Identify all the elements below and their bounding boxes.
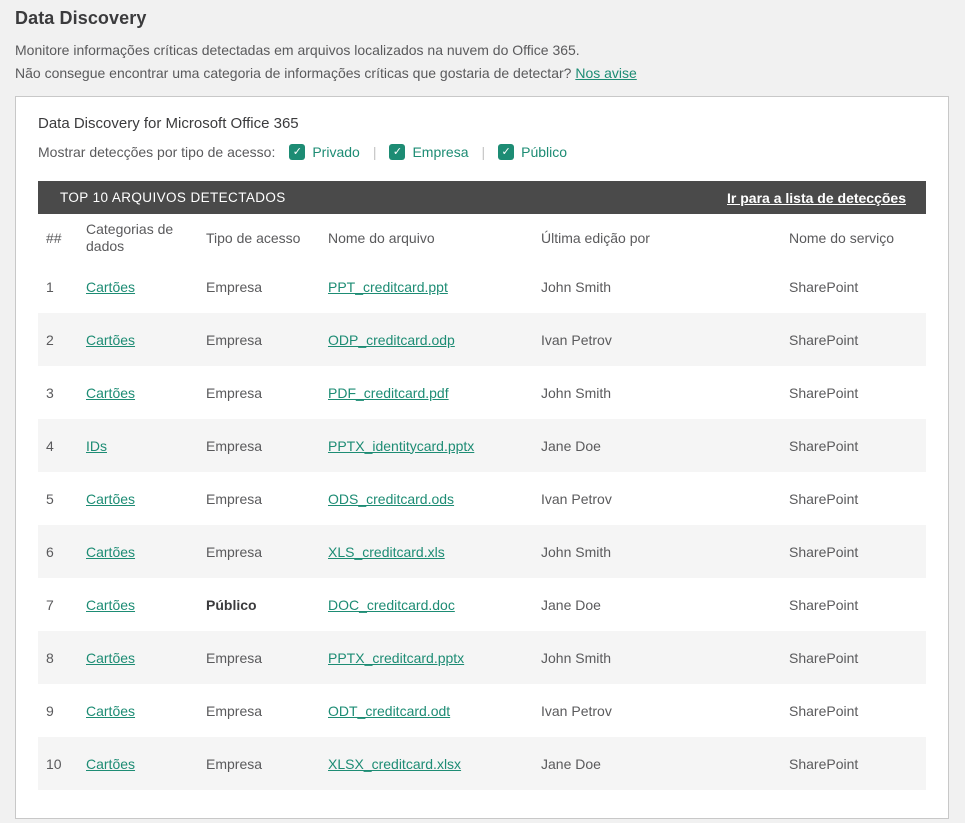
file-link[interactable]: XLS_creditcard.xls [328, 543, 445, 560]
service-name: SharePoint [789, 543, 859, 560]
table-row [38, 525, 926, 578]
table-row [38, 260, 926, 313]
last-editor: Ivan Petrov [541, 331, 612, 348]
filter-separator: | [372, 144, 377, 160]
row-number: 8 [46, 649, 54, 666]
table-row [38, 578, 926, 631]
last-editor: Ivan Petrov [541, 490, 612, 507]
category-cell [86, 631, 206, 684]
column-header-categories: Categorias de dados [86, 221, 174, 254]
access-type-filter-row [38, 144, 926, 160]
service-name: SharePoint [789, 331, 859, 348]
page-title: Data Discovery [15, 8, 147, 28]
table-row [38, 366, 926, 419]
category-cell [86, 313, 206, 366]
service-name: SharePoint [789, 490, 859, 507]
service-name: SharePoint [789, 702, 859, 719]
last-editor: Jane Doe [541, 596, 601, 613]
category-link[interactable]: Cartões [86, 596, 136, 613]
row-number: 4 [46, 437, 54, 454]
access-type: Empresa [206, 649, 263, 666]
access-type: Empresa [206, 702, 263, 719]
row-number: 7 [46, 596, 54, 613]
checkbox-checked-icon[interactable]: ✓ [389, 144, 405, 160]
row-number: 3 [46, 384, 54, 401]
access-type: Empresa [206, 755, 263, 772]
detections-list-link[interactable]: Ir para a lista de detecções [727, 189, 906, 206]
row-number: 1 [46, 278, 54, 295]
row-number: 10 [46, 755, 62, 772]
filter-privado[interactable] [289, 144, 359, 160]
service-name: SharePoint [789, 384, 859, 401]
category-cell [86, 366, 206, 419]
last-editor: John Smith [541, 278, 612, 295]
last-editor: Jane Doe [541, 437, 601, 454]
access-type: Empresa [206, 437, 263, 454]
category-cell [86, 472, 206, 525]
last-editor: John Smith [541, 384, 612, 401]
filter-separator: | [481, 144, 486, 160]
file-link[interactable]: XLSX_creditcard.xlsx [328, 755, 462, 772]
service-name: SharePoint [789, 755, 859, 772]
last-editor: Ivan Petrov [541, 702, 612, 719]
filter-label: Mostrar detecções por tipo de acesso: [38, 144, 276, 160]
row-number: 9 [46, 702, 54, 719]
category-link[interactable]: Cartões [86, 702, 136, 719]
category-link[interactable]: Cartões [86, 543, 136, 560]
service-name: SharePoint [789, 649, 859, 666]
feedback-question: Não consegue encontrar uma categoria de informações críticas que gostaria de detectar? [15, 65, 572, 81]
access-type: Empresa [206, 278, 263, 295]
filter-empresa[interactable] [389, 144, 468, 160]
access-type: Público [206, 596, 257, 613]
file-cell [328, 313, 541, 366]
category-cell [86, 578, 206, 631]
column-header-number: ## [46, 229, 62, 246]
service-name: SharePoint [789, 278, 859, 295]
notify-us-link[interactable]: Nos avise [575, 65, 637, 81]
filter-privado-label: Privado [312, 144, 360, 160]
last-editor: Jane Doe [541, 755, 601, 772]
table-row [38, 472, 926, 525]
detections-table [38, 214, 926, 790]
column-header-last-editor: Última edição por [541, 229, 650, 246]
file-link[interactable]: ODP_creditcard.odp [328, 331, 455, 348]
service-name: SharePoint [789, 437, 859, 454]
column-header-service-name: Nome do serviço [789, 229, 895, 246]
file-cell [328, 631, 541, 684]
feedback-line [15, 62, 950, 85]
access-type: Empresa [206, 384, 263, 401]
row-number: 2 [46, 331, 54, 348]
file-cell [328, 525, 541, 578]
category-link[interactable]: Cartões [86, 490, 136, 507]
category-cell [86, 737, 206, 790]
table-row [38, 684, 926, 737]
service-name: SharePoint [789, 596, 859, 613]
file-link[interactable]: ODS_creditcard.ods [328, 490, 455, 507]
column-header-file-name: Nome do arquivo [328, 229, 435, 246]
checkbox-checked-icon[interactable]: ✓ [498, 144, 514, 160]
category-cell [86, 525, 206, 578]
file-link[interactable]: PPT_creditcard.ppt [328, 278, 448, 295]
file-cell [328, 578, 541, 631]
table-row [38, 313, 926, 366]
file-cell [328, 419, 541, 472]
category-link[interactable]: Cartões [86, 331, 136, 348]
access-type: Empresa [206, 543, 263, 560]
category-cell [86, 419, 206, 472]
row-number: 5 [46, 490, 54, 507]
filter-empresa-label: Empresa [412, 144, 469, 160]
category-link[interactable]: IDs [86, 437, 107, 454]
file-link[interactable]: PDF_creditcard.pdf [328, 384, 449, 401]
access-type: Empresa [206, 331, 263, 348]
category-cell [86, 260, 206, 313]
page-description: Monitore informações críticas detectadas em arquivos localizados na nuvem do Office 365. [15, 42, 580, 58]
file-link[interactable]: PPTX_creditcard.pptx [328, 649, 465, 666]
last-editor: John Smith [541, 543, 612, 560]
data-discovery-panel [15, 96, 949, 819]
file-cell [328, 737, 541, 790]
table-row [38, 419, 926, 472]
panel-title: Data Discovery for Microsoft Office 365 [38, 115, 299, 132]
filter-publico-label: Público [521, 144, 568, 160]
table-header-row [38, 214, 926, 260]
file-link[interactable]: DOC_creditcard.doc [328, 596, 455, 613]
top10-header-bar [38, 181, 926, 214]
checkbox-checked-icon[interactable]: ✓ [289, 144, 305, 160]
filter-publico[interactable] [498, 144, 567, 160]
access-type: Empresa [206, 490, 263, 507]
file-cell [328, 260, 541, 313]
file-cell [328, 472, 541, 525]
row-number: 6 [46, 543, 54, 560]
file-link[interactable]: PPTX_identitycard.pptx [328, 437, 475, 454]
category-link[interactable]: Cartões [86, 384, 136, 401]
file-link[interactable]: ODT_creditcard.odt [328, 702, 451, 719]
file-cell [328, 684, 541, 737]
table-row [38, 737, 926, 790]
column-header-access-type: Tipo de acesso [206, 229, 301, 246]
table-row [38, 631, 926, 684]
category-link[interactable]: Cartões [86, 278, 136, 295]
category-cell [86, 684, 206, 737]
last-editor: John Smith [541, 649, 612, 666]
file-cell [328, 366, 541, 419]
category-link[interactable]: Cartões [86, 649, 136, 666]
category-link[interactable]: Cartões [86, 755, 136, 772]
top10-header-title: TOP 10 ARQUIVOS DETECTADOS [60, 190, 286, 205]
